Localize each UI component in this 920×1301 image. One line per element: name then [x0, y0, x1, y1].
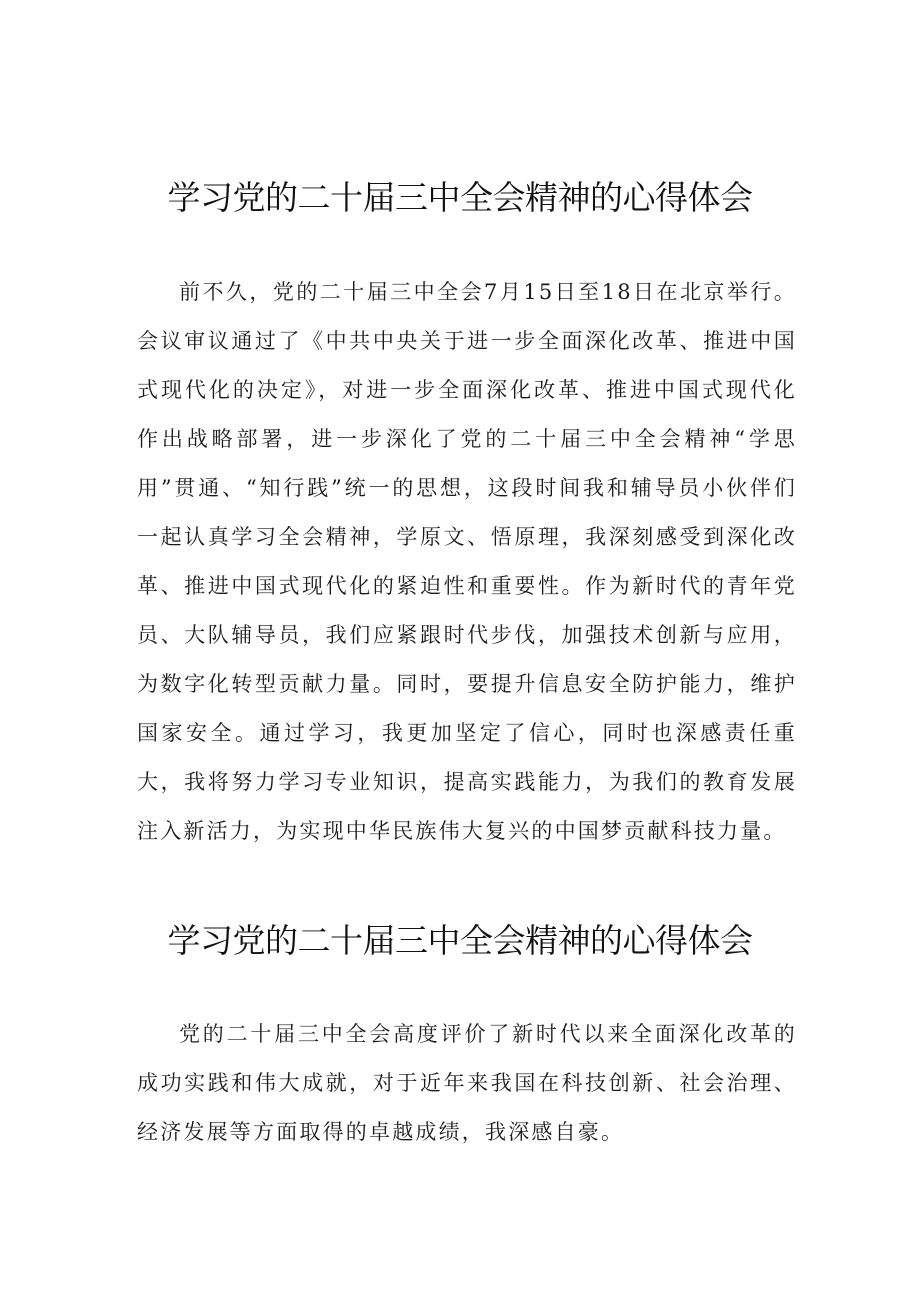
body-paragraph: 党的二十届三中全会高度评价了新时代以来全面深化改革的成功实践和伟大成就，对于近年来我国在科技创新、社会治理、经济发展等方面取得的卓越成绩，我深感自豪。 [137, 1022, 797, 1144]
section-title: 学习党的二十届三中全会精神的心得体会 [167, 178, 753, 217]
section-title: 学习党的二十届三中全会精神的心得体会 [167, 921, 753, 960]
body-paragraph: 前不久，党的二十届三中全会7月15日至18日在北京举行。会议审议通过了《中共中央关于进一步全面深化改革、推进中国式现代化的决定》，对进一步全面深化改革、推进中国式现代化作出战略部署，进一步深化了党的二十届三中全会精神“学思用”贯通、“知行践”统一的思想，这段时间我和辅导员小伙伴们一起认真学习全会精神，学原文、悟原理，我深刻感受到深化改革、推进中国式现代化的紧迫性和重要性。作为新时代的青年党员、大队辅导员，我们应紧跟时代步伐，加强技术创新与应用，为数字化转型贡献力量。同时，要提升信息安全防护能力，维护国家安全。通过学习，我更加坚定了信心，同时也深感责任重大，我将努力学习专业知识，提高实践能力，为我们的教育发展注入新活力，为实现中华民族伟大复兴的中国梦贡献科技力量。 [137, 280, 797, 843]
